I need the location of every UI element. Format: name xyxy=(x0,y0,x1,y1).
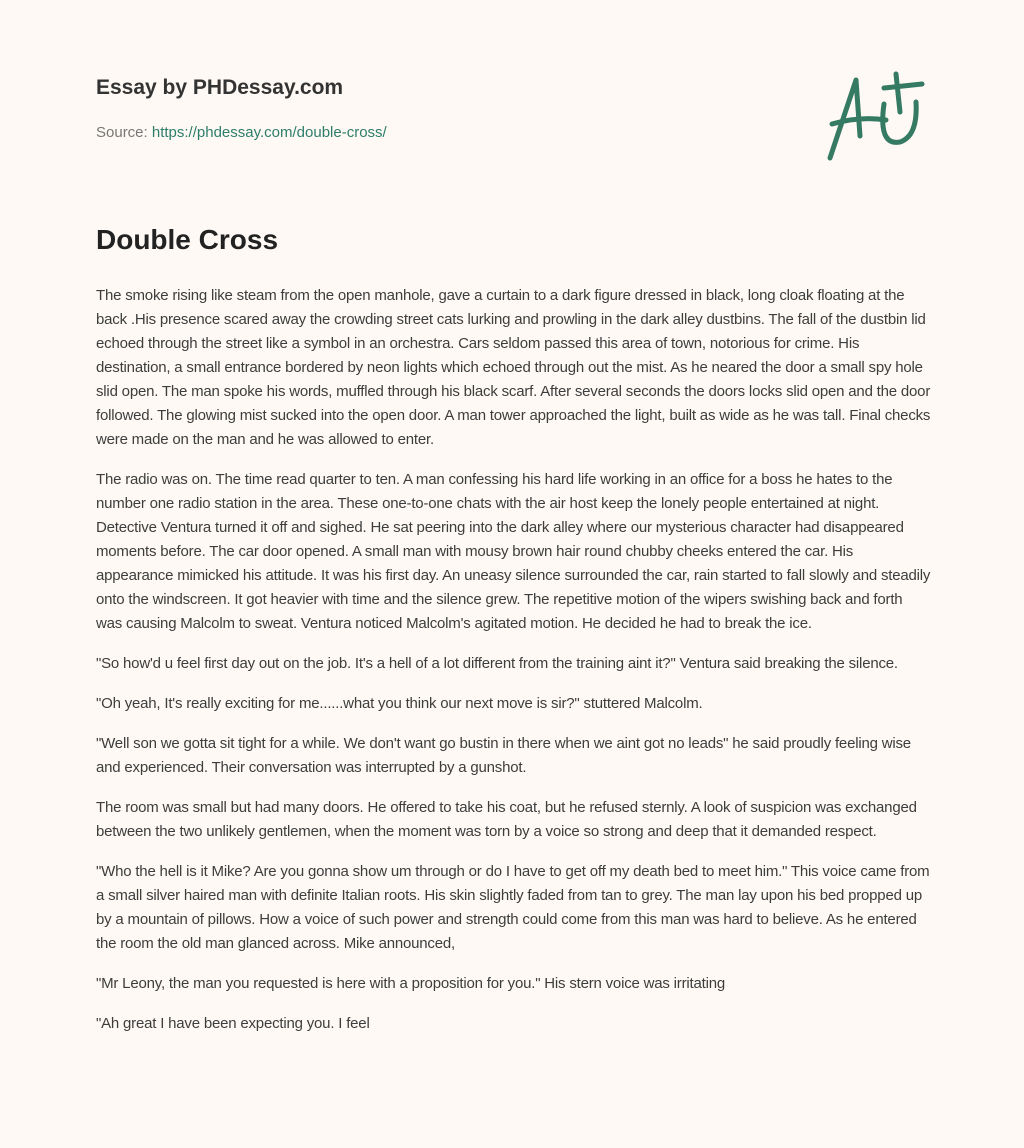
paragraph: "So how'd u feel first day out on the job. It's a hell of a lot different from the training aint it?" Ventura said breaking the silence. xyxy=(96,655,898,672)
paragraph: The smoke rising like steam from the open manhole, gave a curtain to a dark figure dressed in black, long cloak floating at the back .His presence scared away the crowding street cats lurking and prowling in the dark alley dustbins. The fall of the dustbin lid echoed through the street like a symbol in an orchestra. Cars seldom passed this area of town, notorious for crime. His destination, a small entrance bordered by neon lights which echoed through out the mist. As he neared the door a small spy hole slid open. The man spoke his words, muffled through his black scarf. After several seconds the doors locks slid open and the door followed. The glowing mist sucked into the open door. A man tower approached the light, built as wide as he was tall. Final checks were made on the man and he was allowed to enter. xyxy=(96,287,931,448)
paragraph: "Who the hell is it Mike? Are you gonna show um through or do I have to get off my death bed to meet him." This voice came from a small silver haired man with definite Italian roots. His skin slightly faded from tan to grey. The man lay upon his bed propped up by a mountain of pillows. How a voice of such power and strength could come from this man was hard to believe. As he entered the room the old man glanced across. Mike announced, xyxy=(96,863,930,952)
paragraph: The room was small but had many doors. He offered to take his coat, but he refused sternly. A look of suspicion was exchanged between the two unlikely gentlemen, when the moment was torn by a voice so strong and deep that it demanded respect. xyxy=(96,799,917,840)
paragraph: "Oh yeah, It's really exciting for me......what you think our next move is sir?" stuttered Malcolm. xyxy=(96,695,703,712)
paragraph: "Mr Leony, the man you requested is here with a proposition for you." His stern voice was irritating xyxy=(96,975,726,992)
source-label: Source: xyxy=(96,124,148,141)
paragraph: "Ah great I have been expecting you. I feel xyxy=(96,1015,370,1032)
paragraph: "Well son we gotta sit tight for a while. We don't want go bustin in there when we aint got no leads" he said proudly feeling wise and experienced. Their conversation was interrupted by a gunshot. xyxy=(96,735,911,776)
a-plus-logo-icon xyxy=(820,66,930,166)
site-brand: Essay by PHDessay.com xyxy=(96,76,344,99)
essay-title: Double Cross xyxy=(96,224,279,255)
source-link[interactable]: https://phdessay.com/double-cross/ xyxy=(151,124,387,141)
paragraph: The radio was on. The time read quarter to ten. A man confessing his hard life working in an office for a boss he hates to the number one radio station in the area. These one-to-one chats with the air host keep the lonely people entertained at night. Detective Ventura turned it off and sighed. He sat peering into the dark alley where our mysterious character had disappeared moments before. The car door opened. A small man with mousy brown hair round chubby cheeks entered the car. His appearance mimicked his attitude. It was his first day. An uneasy silence surrounded the car, rain started to fall slowly and steadily onto the windscreen. It got heavier with time and the silence grew. The repetitive motion of the wipers swishing back and forth was causing Malcolm to sweat. Ventura noticed Malcolm's agitated motion. He decided he had to break the ice. xyxy=(96,471,931,632)
source-line xyxy=(96,124,387,141)
essay-body xyxy=(96,284,932,1052)
